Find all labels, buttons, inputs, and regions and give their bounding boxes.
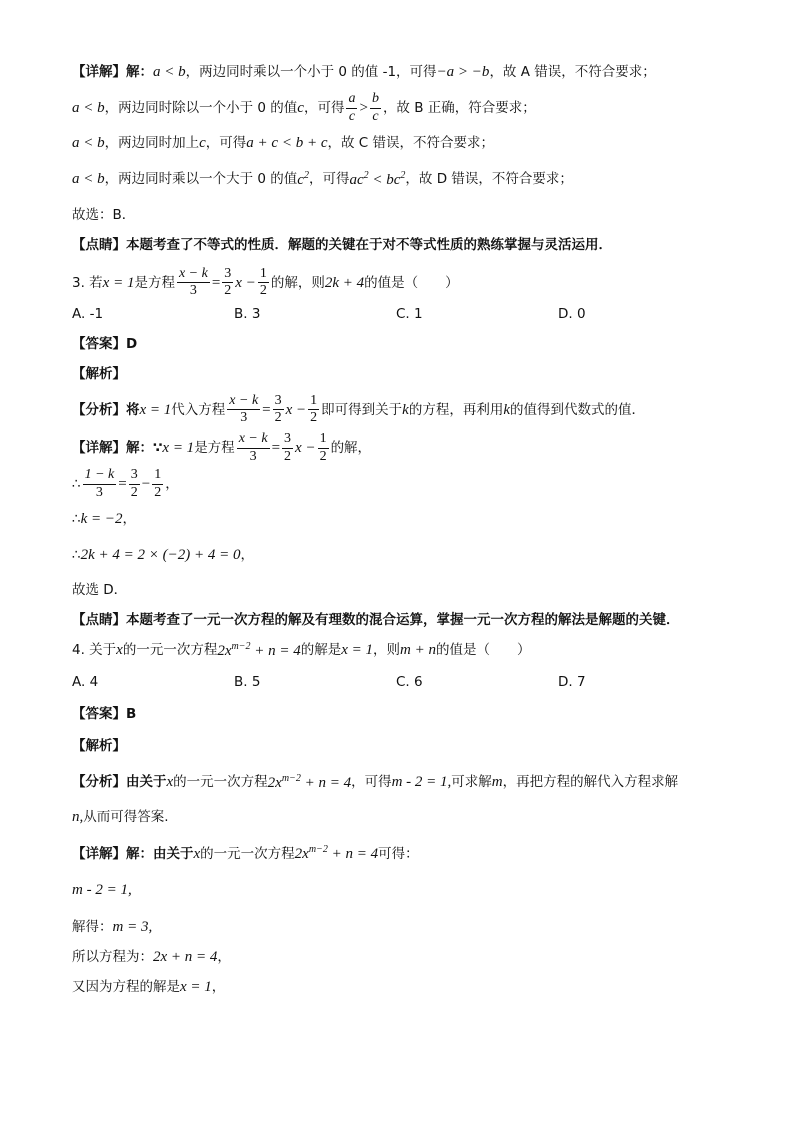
q3-option-c[interactable]: C. 1 [396,305,423,322]
q3-option-d[interactable]: D. 0 [558,305,586,322]
q4-step-4: 又因为方程的解是 x = 1 ， [72,979,226,996]
q3-detail: 【详解】解：∵ x = 1 是方程 $\frac{x - k}{3}$ = $\frac{3}{2}$ x − $\frac{1}{2}$ 的解， [72,430,372,464]
fraction-a-over-c: $\frac{a}{c}$ [348,91,356,124]
q4-step-1: m - 2 = 1, [72,882,132,899]
q3-comment: 【点睛】本题考查了一元一次方程的解及有理数的混合运算，掌握一元一次方程的解法是解题的关键． [72,612,680,629]
q4-step-2: 解得： m = 3, [72,918,153,935]
q4-analysis-title: 【解析】 [72,738,126,755]
q4-fenxi-line-2: n, 从而可得答案. [72,808,169,825]
q3-answer: 【答案】D [72,336,138,353]
q4-option-d[interactable]: D. 7 [558,673,586,690]
q3-fenxi: 【分析】将 x = 1 代入方程 $\frac{x - k}{3}$ = $\frac{3}{2}$ x − $\frac{1}{2}$ 即可得到关于 k 的方程，再利用 k 的值得到代数式的值． [72,392,645,426]
fraction-b-over-c: $\frac{b}{c}$ [371,91,379,124]
q4-fenxi-line-1: 【分析】由关于 x 的一元一次方程 $2x^{m-2} + n = 4$ ，可得 m - 2 = 1, 可求解 m ，再把方程的解代入方程求解 [72,772,679,791]
q2-detail-line-1: 【详解】解： a < b ，两边同时乘以一个小于 0 的值 -1，可得 −a > −b ，故 A 错误，不符合要求； [72,62,722,82]
q4-option-b[interactable]: B. 5 [234,673,261,690]
math-a-lt-b: a < b [153,64,186,80]
q4-stem: 4. 关于 x 的一元一次方程 $2x^{m-2} + n = 4$ 的解是 x = 1 ，则 m + n 的值是（ ） [72,640,531,659]
q2-detail-line-2: a < b ，两边同时除以一个小于 0 的值 c ，可得 $\frac{a}{c}$ > $\frac{b}{c}$ ，故 B 正确，符合要求； [72,91,536,124]
q3-option-a[interactable]: A. -1 [72,305,104,322]
q4-option-c[interactable]: C. 6 [396,673,423,690]
q2-detail-line-4: a < b ，两边同时乘以一个大于 0 的值 $c^2$ ，可得 $ac^2 < bc^2$ ，故 D 错误，不符合要求； [72,169,573,188]
q3-choice: 故选 D． [72,582,128,599]
q2-detail-label: 【详解】解： [72,64,153,81]
math-neg-a-gt-neg-b: −a > −b [436,64,490,80]
q2-detail-line-3: a < b ，两边同时加上 c ，可得 a + c < b + c ，故 C 错误，不符合要求； [72,134,494,151]
q3-step-1: ∴ $\frac{1 - k}{3}$ = $\frac{3}{2}$ − $\frac{1}{2}$ ， [72,467,179,501]
q4-option-a[interactable]: A. 4 [72,673,99,690]
q3-options [72,305,722,323]
q2-choice: 故选：B． [72,207,136,224]
q3-step-2: ∴ k = −2 ， [72,510,136,527]
q3-stem: 3. 若 x = 1 是方程 $\frac{x - k}{3}$ = $\frac{3}{2}$ x − $\frac{1}{2}$ 的解，则 2k + 4 的值是（ ） [72,265,459,299]
document-page [72,62,722,997]
q4-answer: 【答案】B [72,706,137,723]
q4-options [72,673,722,691]
q2-comment: 【点睛】本题考查了不等式的性质．解题的关键在于对不等式性质的熟练掌握与灵活运用． [72,237,612,254]
q3-analysis-title: 【解析】 [72,366,126,383]
q4-detail: 【详解】解：由关于 x 的一元一次方程 $2x^{m-2} + n = 4$ 可得： [72,844,419,863]
q4-step-3: 所以方程为： 2x + n = 4 ， [72,948,231,965]
q3-step-3: ∴ 2k + 4 = 2 × (−2) + 4 = 0 ， [72,546,254,563]
q3-option-b[interactable]: B. 3 [234,305,261,322]
